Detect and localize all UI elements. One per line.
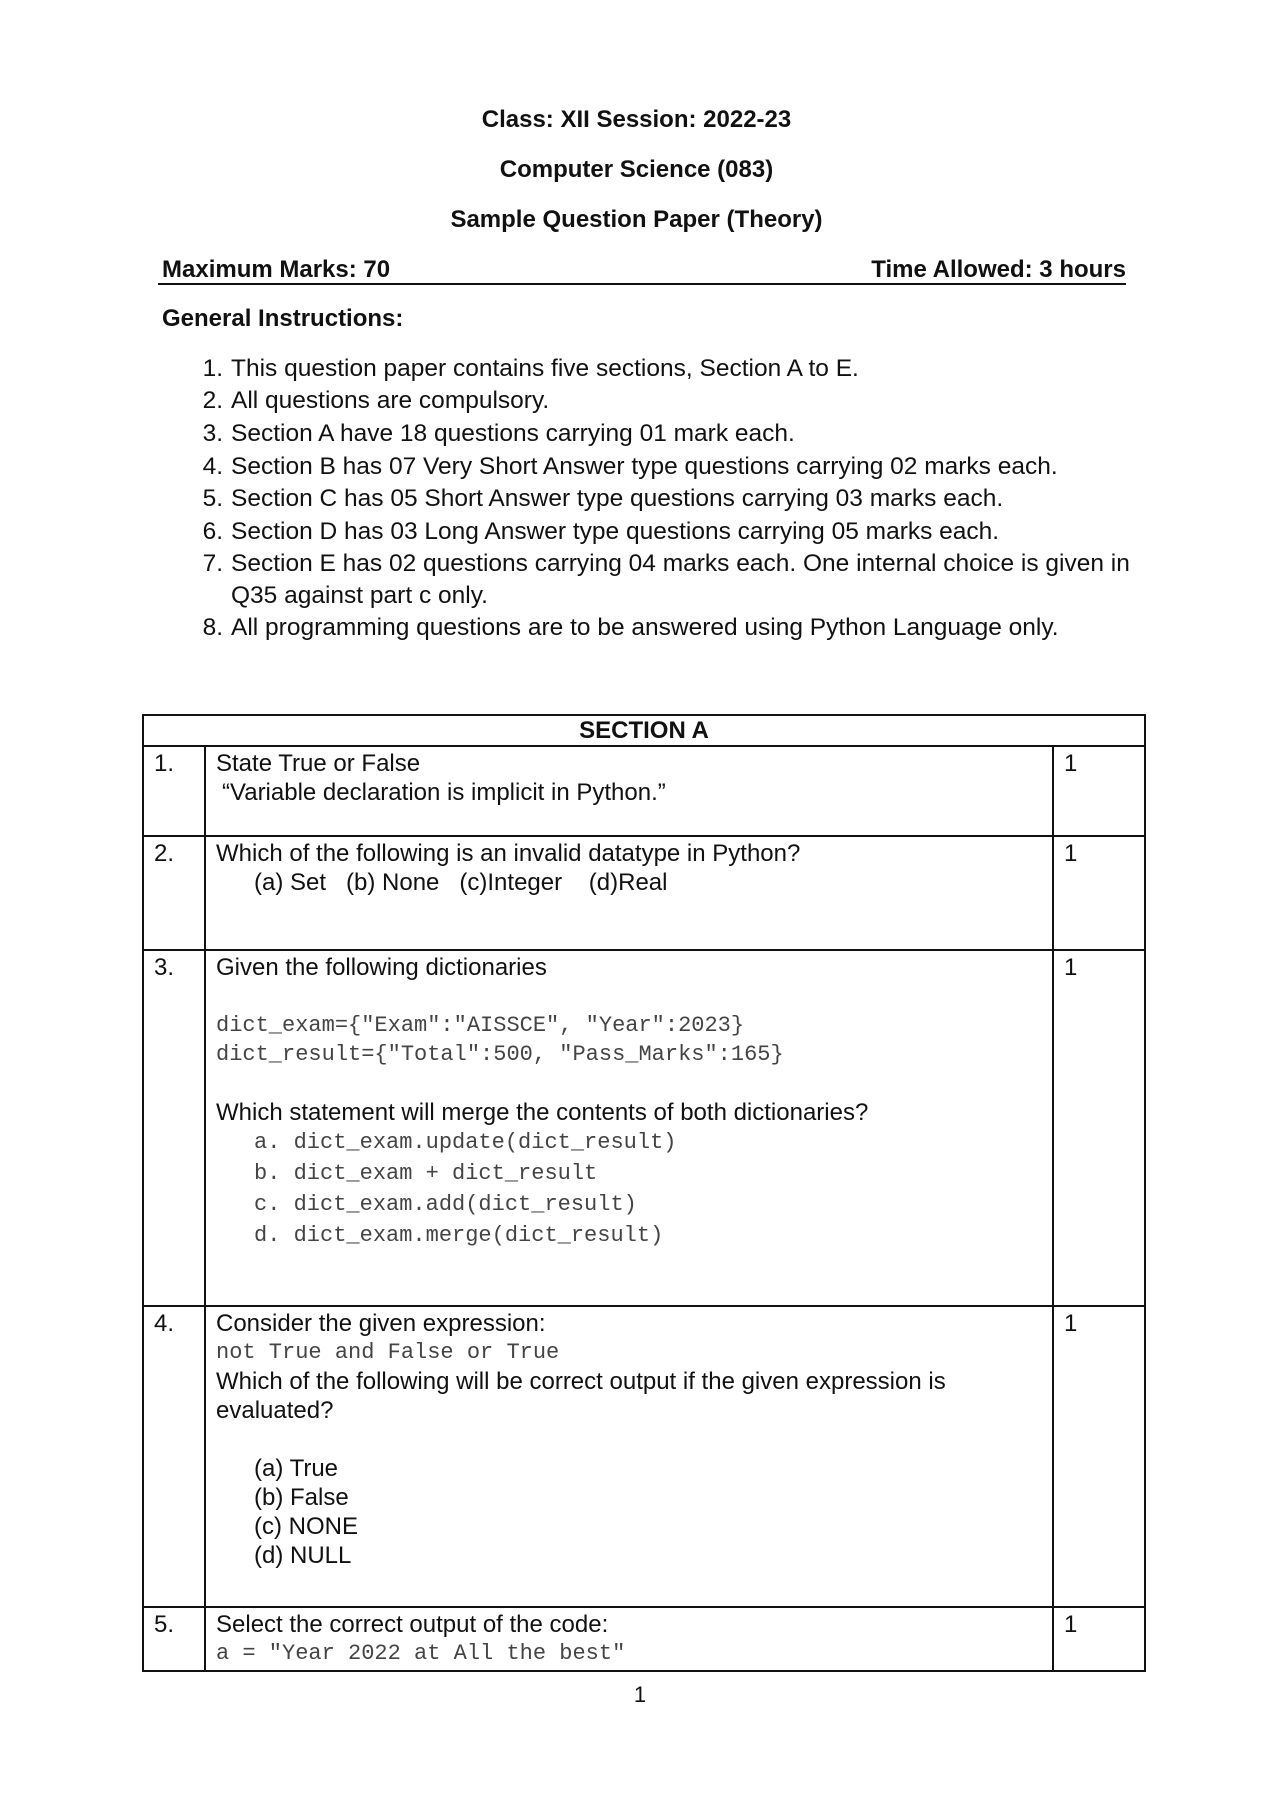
code-line: not True and False or True bbox=[216, 1340, 560, 1365]
option: b. dict_exam + dict_result bbox=[254, 1161, 598, 1186]
question-number: 5. bbox=[143, 1607, 205, 1671]
option: (d) NULL bbox=[254, 1542, 352, 1569]
item-number: 6. bbox=[202, 518, 223, 545]
max-marks: Maximum Marks: 70 bbox=[162, 256, 391, 283]
question-line: Which of the following is an invalid datatype in Python? bbox=[216, 840, 801, 867]
question-text bbox=[205, 1306, 1053, 1607]
item-text: All questions are compulsory. bbox=[231, 387, 550, 414]
question-line: Given the following dictionaries bbox=[216, 954, 547, 981]
item-number: 4. bbox=[202, 453, 223, 480]
item-text: Section A have 18 questions carrying 01 mark each. bbox=[231, 420, 795, 447]
table-row bbox=[143, 836, 1145, 950]
option: c. dict_exam.add(dict_result) bbox=[254, 1192, 637, 1217]
item-number: 1. bbox=[202, 355, 223, 382]
question-line: Consider the given expression: bbox=[216, 1310, 546, 1337]
code-line: dict_exam={"Exam":"AISSCE", "Year":2023} bbox=[216, 1013, 745, 1038]
item-number: 5. bbox=[202, 485, 223, 512]
table-row bbox=[143, 950, 1145, 1306]
instructions-title: General Instructions: bbox=[162, 305, 404, 332]
item-number: 2. bbox=[202, 387, 223, 414]
item-text: Section C has 05 Short Answer type questions carrying 03 marks each. bbox=[231, 485, 1004, 512]
option: (c) NONE bbox=[254, 1513, 358, 1540]
table-row bbox=[143, 746, 1145, 836]
item-number: 7. bbox=[202, 550, 223, 577]
question-marks: 1 bbox=[1053, 1306, 1145, 1607]
question-line: Select the correct output of the code: bbox=[216, 1611, 609, 1638]
question-number: 1. bbox=[143, 746, 205, 836]
question-line: “Variable declaration is implicit in Python.” bbox=[222, 779, 666, 806]
question-line: State True or False bbox=[216, 750, 421, 777]
header-underline bbox=[158, 283, 1126, 285]
subject-title: Computer Science (083) bbox=[499, 156, 774, 183]
question-number: 2. bbox=[143, 836, 205, 950]
code-line: dict_result={"Total":500, "Pass_Marks":165} bbox=[216, 1042, 784, 1067]
question-text bbox=[205, 950, 1053, 1306]
code-line: a = "Year 2022 at All the best" bbox=[216, 1641, 626, 1666]
option: (a) True bbox=[254, 1455, 339, 1482]
item-number: 3. bbox=[202, 420, 223, 447]
option: d. dict_exam.merge(dict_result) bbox=[254, 1223, 664, 1248]
question-number: 4. bbox=[143, 1306, 205, 1607]
paper-title: Sample Question Paper (Theory) bbox=[450, 206, 823, 233]
question-marks: 1 bbox=[1053, 950, 1145, 1306]
question-marks: 1 bbox=[1053, 836, 1145, 950]
table-row bbox=[143, 1607, 1145, 1671]
question-line: Which statement will merge the contents of both dictionaries? bbox=[216, 1099, 869, 1126]
item-text: This question paper contains five sections, Section A to E. bbox=[231, 355, 859, 382]
item-text: All programming questions are to be answered using Python Language only. bbox=[231, 614, 1059, 641]
item-text: Section B has 07 Very Short Answer type questions carrying 02 marks each. bbox=[231, 453, 1058, 480]
page-number: 1 bbox=[633, 1682, 647, 1707]
question-text bbox=[205, 1607, 1053, 1671]
option: (b) False bbox=[254, 1484, 349, 1511]
question-text bbox=[205, 746, 1053, 836]
item-text: Section D has 03 Long Answer type questions carrying 05 marks each. bbox=[231, 518, 1000, 545]
question-marks: 1 bbox=[1053, 746, 1145, 836]
table-row bbox=[143, 1306, 1145, 1607]
question-options: (a) Set (b) None (c)Integer (d)Real bbox=[254, 869, 668, 896]
class-session: Class: XII Session: 2022-23 bbox=[481, 106, 792, 133]
question-line: Which of the following will be correct output if the given expression is evaluated? bbox=[216, 1368, 946, 1424]
time-allowed: Time Allowed: 3 hours bbox=[871, 256, 1126, 283]
item-number: 8. bbox=[202, 614, 223, 641]
option: a. dict_exam.update(dict_result) bbox=[254, 1130, 677, 1155]
question-marks: 1 bbox=[1053, 1607, 1145, 1671]
question-text bbox=[205, 836, 1053, 950]
section-a-table bbox=[142, 714, 1146, 1672]
section-heading: SECTION A bbox=[143, 715, 1145, 746]
question-number: 3. bbox=[143, 950, 205, 1306]
item-text: Section E has 02 questions carrying 04 marks each. One internal choice is given in Q35 against part c only. bbox=[231, 550, 1130, 609]
